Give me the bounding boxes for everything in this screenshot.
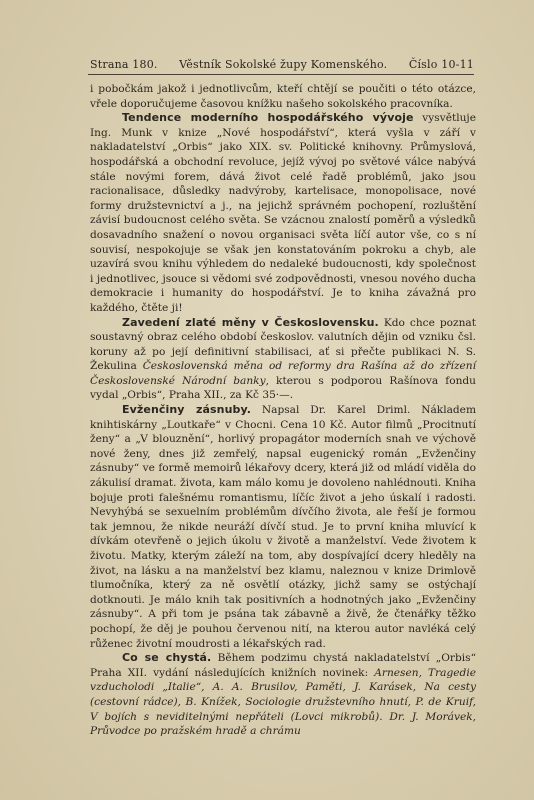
article-body xyxy=(90,82,476,739)
section-heading: Tendence moderního hospodářského vývoje xyxy=(122,111,414,125)
section-heading: Zavedení zlaté měny v Československu. xyxy=(122,315,379,329)
paragraph-economic-development: Tendence moderního hospodářského vývoje vysvětluje Ing. Munk v knize „Nové hospodářství“, která vyšla v září v nakladatelství „Orbis“ jako XIX. sv. Politické knihovny. Průmyslová, hospodářská a obchodní revoluce, jejíž vývoj po světové válce nabývá stále novými forem, dává život celé řadě problémů, jako jsou racionalisace, důsledky nadvýroby, kartelisace, monopolisace, nové formy družstevnictví a j., na jejichž správném pochopení, rozluštění závisí budoucnost celého světa. Se vzácnou znalostí poměrů a výsledků dosavadního snažení o novou organisaci světa líčí autor vše, co s ní souvisí, nespokojuje se však jen konstatováním pokroku a chyb, ale uzavírá svou knihu výhledem do nedaleké budoucnosti, kdy společnost i jednotlivec, jsouce si vědomi své zodpovědnosti, vnesou nového ducha demokracie i humanity do hospodářství. Je to kniha závažná pro každého, čtěte ji! xyxy=(90,111,476,314)
paragraph-evzenciny-zasnuby: Evženčiny zásnuby. Napsal Dr. Karel Driml. Nákladem knihtiskárny „Loutkaře“ v Chocni. Cena 10 Kč. Autor filmů „Procitnutí ženy“ a „V blouznění“, horlivý propagátor moderních snah ve výchově nové ženy, dnes již zemřelý, napsal eugenický román „Evženčiny zásnuby“ ve formě memoirů lékařovy dcery, která již od mládí viděla do zákulisí dramat. života, kam málo komu je dovoleno nahlédnouti. Kniha bojuje proti falešnému romantismu, líčíc život a jeho úskalí i radosti. Nevyhýbá se sexuelním problémům dívčího života, ale řeší je formou tak jemnou, že nikde neuráží dívčí stud. Je to první kniha mluvící k dívkám otevřeně o jejich úkolu v životě a manželství. Vede životem k životu. Matky, kterým záleží na tom, aby dospívající dcery hleděly na život, na lásku a na manželství bez klamu, naleznou v knize Drimlově tlumočníka, který za ně osvětlí otázky, jichž samy se ostýchají dotknouti. Je málo knih tak positivních a hodnotných jako „Evženčiny zásnuby“. A při tom je psána tak zábavně a živě, že čtenářky těžko pochopí, že děj je pouhou červenou nití, na kterou autor navléká celý růženec životní moudrosti a lékařských rad. xyxy=(90,403,476,650)
section-heading: Co se chystá. xyxy=(122,651,212,665)
running-header xyxy=(90,58,474,71)
paragraph-intro-continuation: i pobočkám jakož i jednotlivcům, kteří chtějí se poučiti o této otázce, vřele doporučujeme časovou knížku našeho sokolského pracovníka. xyxy=(90,83,476,110)
page-number: Strana 180. xyxy=(90,58,158,71)
section-heading: Evženčiny zásnuby. xyxy=(122,403,252,417)
book-title: Československá měna od reformy dra Rašína až do zřízení Československé Národní banky xyxy=(90,360,477,387)
paragraph-gold-currency: Zavedení zlaté měny v Československu. Kdo chce poznat soustavný obraz celého období českoslov. valutních dějin od vzniku čsl. koruny až po její definitivní stabilisaci, ať si přečte publikaci N. S. Žekulina Československá měna od reformy dra Rašína až do zřízení Československé Národní banky, kterou s podporou Rašínova fondu vydal „Orbis“, Praha XII., za Kč 35·—. xyxy=(90,315,477,402)
journal-title: Věstník Sokolské župy Komenského. xyxy=(179,58,388,71)
issue-number: Číslo 10-11 xyxy=(408,58,474,71)
book-list: Arnesen, Tragedie vzducholodi „Italie“, A. A. Brusilov, Paměti, J. Karásek, Na cesty (cestovní rádce), B. Knížek, Sociologie družstevního hnutí, P. de Kruif, V bojích s neviditelnými nepřáteli (Lovci mikrobů). Dr. J. Morávek, Průvodce po pražském hradě a chrámu xyxy=(90,666,476,738)
header-rule xyxy=(88,74,474,75)
paragraph-upcoming-books: Co se chystá. Během podzimu chystá nakladatelství „Orbis“ Praha XII. vydání následujících knižních novinek: Arnesen, Tragedie vzducholodi „Italie“, A. A. Brusilov, Paměti, J. Karásek, Na cesty (cestovní rádce), B. Knížek, Sociologie družstevního hnutí, P. de Kruif, V bojích s neviditelnými nepřáteli (Lovci mikrobů). Dr. J. Morávek, Průvodce po pražském hradě a chrámu xyxy=(90,651,476,738)
